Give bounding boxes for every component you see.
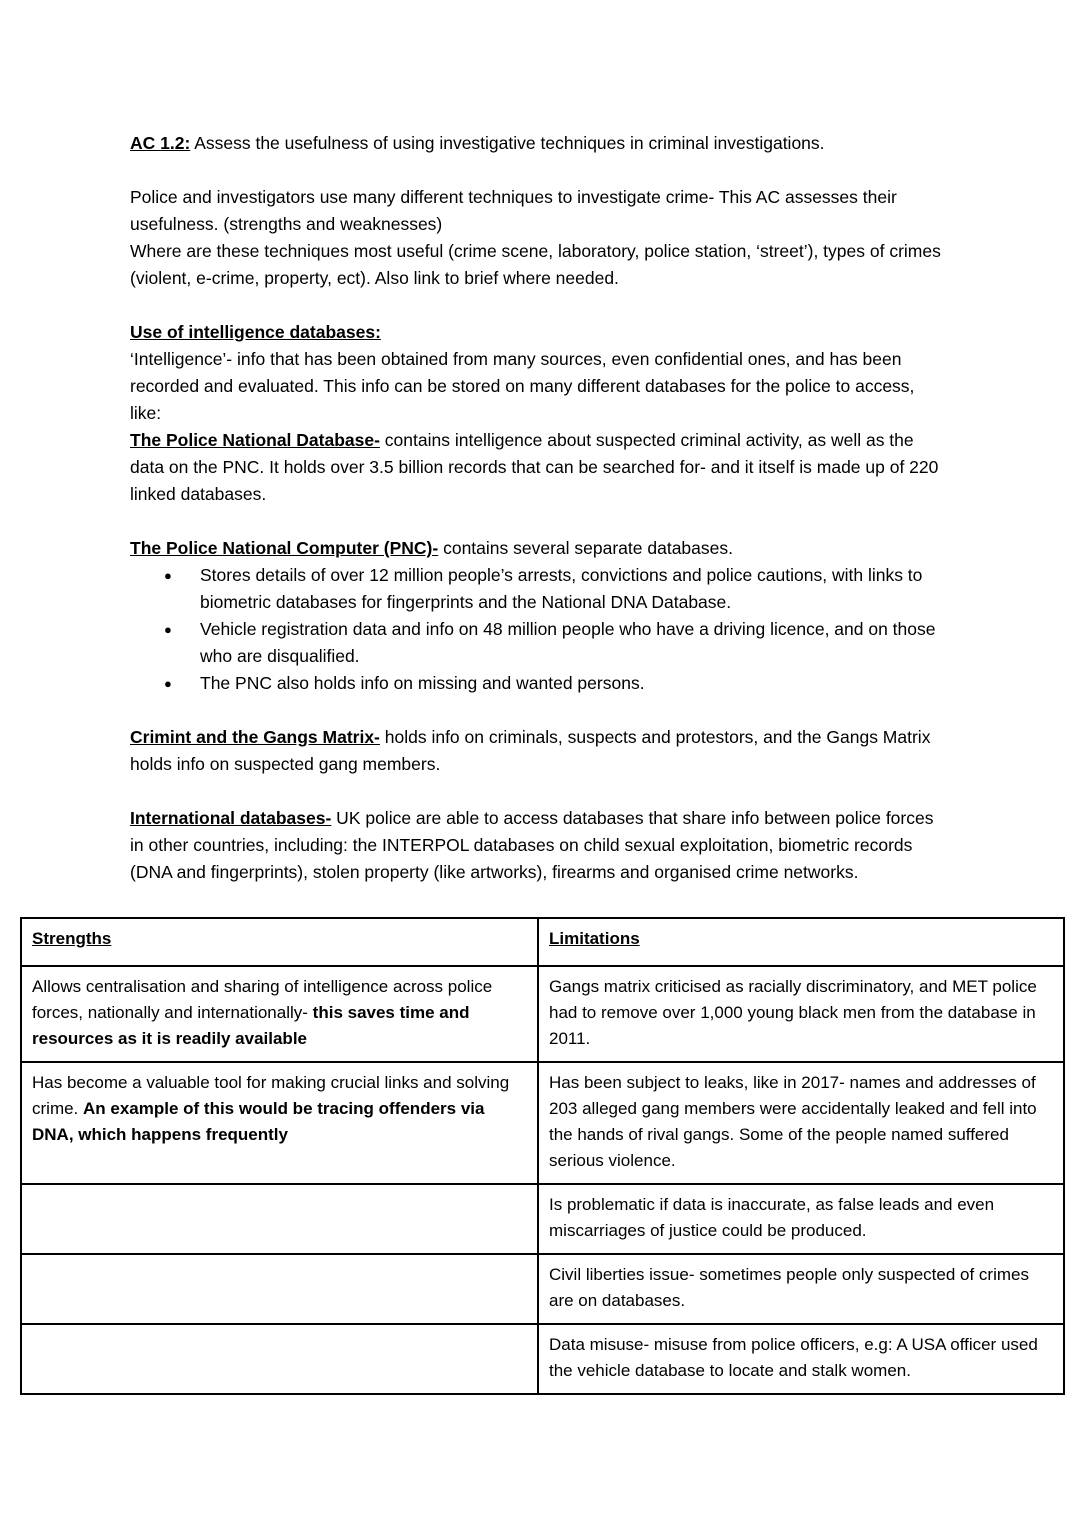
text-run: contains intelligence about suspected criminal activity, as well as the data on the PNC. It holds over 3.5 billion records that can be searched for- and it itself is made up of 220 linked databases. [130, 430, 939, 504]
text-run: Assess the usefulness of using investigative techniques in criminal investigations. [190, 133, 825, 153]
table-header-row [21, 918, 1064, 966]
bullet-icon: ● [164, 622, 172, 637]
text-run: UK police are able to access databases that share info between police forces in other countries, including: the INTERPOL databases on child sexual exploitation, biometric records (DNA and fingerprints), stolen property (like artworks), firearms and organised crime networks. [130, 808, 934, 882]
table-cell [538, 1062, 1064, 1184]
text-run: The Police National Database- [130, 430, 380, 450]
blank-line [130, 157, 948, 184]
paragraph [130, 319, 948, 346]
blank-line [130, 292, 948, 319]
text-run: Data misuse- misuse from police officers, e.g: A USA officer used the vehicle database to locate and stalk women. [549, 1335, 1038, 1380]
table-row [21, 1254, 1064, 1324]
paragraph [130, 238, 948, 292]
text-run: holds info on criminals, suspects and protestors, and the Gangs Matrix holds info on suspected gang members. [130, 727, 931, 774]
table-cell [21, 1254, 538, 1324]
table-header-cell [538, 918, 1064, 966]
text-run: Vehicle registration data and info on 48 million people who have a driving licence, and on those who are disqualified. [200, 619, 936, 666]
table-header-cell [21, 918, 538, 966]
text-run: Has become a valuable tool for making crucial links and solving crime. [32, 1073, 510, 1118]
text-run: An example of this would be tracing offenders via DNA, which happens frequently [32, 1099, 485, 1144]
table-cell [21, 1062, 538, 1184]
bullet-text [200, 562, 948, 616]
paragraph [130, 130, 948, 157]
paragraph [130, 427, 948, 508]
paragraph [130, 535, 948, 562]
text-run: Use of intelligence databases: [130, 322, 381, 342]
text-run: this saves time and resources as it is readily available [32, 1003, 470, 1048]
text-run: Allows centralisation and sharing of intelligence across police forces, nationally and internationally- [32, 977, 493, 1022]
bullet-item [130, 616, 948, 670]
text-run: Where are these techniques most useful (crime scene, laboratory, police station, ‘street’), types of crimes (violent, e-crime, property, ect). Also link to brief where needed. [130, 241, 941, 288]
paragraph [130, 184, 948, 238]
text-run: Is problematic if data is inaccurate, as false leads and even miscarriages of justice could be produced. [549, 1195, 995, 1240]
table-row [21, 1184, 1064, 1254]
bullet-text [200, 616, 948, 670]
bullet-item [130, 670, 948, 697]
blank-line [130, 508, 948, 535]
text-run: The Police National Computer (PNC)- [130, 538, 439, 558]
blank-line [130, 778, 948, 805]
table-cell [538, 1324, 1064, 1394]
paragraph [130, 724, 948, 778]
text-run: Police and investigators use many different techniques to investigate crime- This AC assesses their usefulness. (strengths and weaknesses) [130, 187, 897, 234]
table-cell [538, 1184, 1064, 1254]
text-run: International databases- [130, 808, 332, 828]
text-run: AC 1.2: [130, 133, 191, 153]
bullet-item [130, 562, 948, 616]
blank-line [130, 697, 948, 724]
table-cell [21, 1324, 538, 1394]
table-row [21, 966, 1064, 1062]
bullet-icon: ● [164, 568, 172, 583]
table-cell [538, 966, 1064, 1062]
bullet-text [200, 670, 948, 697]
text-run: ‘Intelligence’- info that has been obtained from many sources, even confidential ones, and has been recorded and evaluated. This info can be stored on many different databases for the police to access, like: [130, 349, 915, 423]
text-run: Civil liberties issue- sometimes people only suspected of crimes are on databases. [549, 1265, 1029, 1310]
table-cell [21, 1184, 538, 1254]
bullet-icon: ● [164, 676, 172, 691]
text-run: Has been subject to leaks, like in 2017- names and addresses of 203 alleged gang members were accidentally leaked and fell into the hands of rival gangs. Some of the people named suffered serious violence. [549, 1073, 1037, 1170]
text-run: Crimint and the Gangs Matrix- [130, 727, 380, 747]
paragraph [130, 346, 948, 427]
paragraph [130, 805, 948, 886]
table-row [21, 1062, 1064, 1184]
text-run: Stores details of over 12 million people’s arrests, convictions and police cautions, with links to biometric databases for fingerprints and the National DNA Database. [200, 565, 923, 612]
table-cell [538, 1254, 1064, 1324]
text-run: contains several separate databases. [438, 538, 733, 558]
table-cell [21, 966, 538, 1062]
strengths-limitations-table [20, 917, 1065, 1395]
text-run: Gangs matrix criticised as racially discriminatory, and MET police had to remove over 1,000 young black men from the database in 2011. [549, 977, 1037, 1048]
text-run: Limitations [549, 929, 640, 948]
text-run: Strengths [32, 929, 112, 948]
text-run: The PNC also holds info on missing and wanted persons. [200, 673, 645, 693]
table-row [21, 1324, 1064, 1394]
